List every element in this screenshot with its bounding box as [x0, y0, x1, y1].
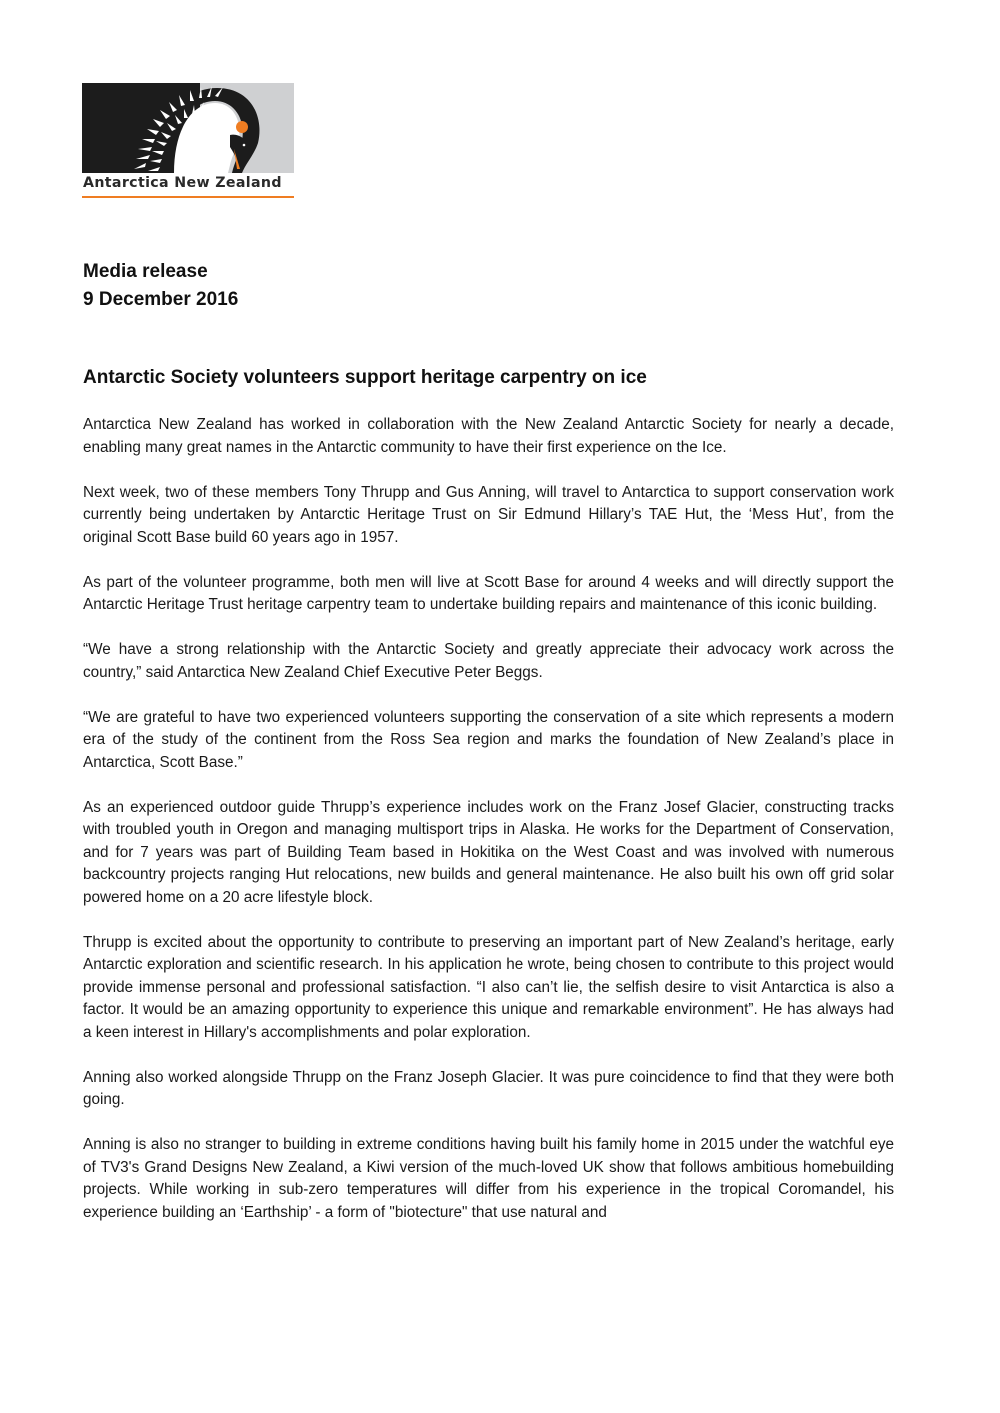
paragraph: Anning also worked alongside Thrupp on the Franz Joseph Glacier. It was pure coincidence to find that they were both going. [83, 1068, 894, 1108]
logo-wordmark: Antarctica New Zealand [83, 175, 282, 191]
paragraph: “We are grateful to have two experienced volunteers supporting the conservation of a site which represents a modern era of the study of the continent from the Ross Sea region and marks the foundation of New Zealand’s place in Antarctica, Scott Base.” [83, 708, 894, 771]
logo-underline [82, 196, 294, 198]
penguin-fern-logo-icon [82, 83, 294, 173]
paragraph: “We have a strong relationship with the Antarctic Society and greatly appreciate their advocacy work across the country,” said Antarctica New Zealand Chief Executive Peter Beggs. [83, 641, 894, 681]
paragraph: As part of the volunteer programme, both men will live at Scott Base for around 4 weeks and will directly support the Antarctic Heritage Trust heritage carpentry team to undertake building repairs and maintenance of this iconic building. [83, 573, 894, 613]
paragraph: Thrupp is excited about the opportunity to contribute to preserving an important part of New Zealand’s heritage, early Antarctic exploration and scientific research. In his application he wrote, being chosen to contribute to this project would provide immense personal and professional satisfaction. “I also can’t lie, the selfish desire to visit Antarctica is also a factor. It would be an amazing opportunity to experience this unique and remarkable environment”. He has always had a keen interest in Hillary's accomplishments and polar exploration. [83, 933, 894, 1041]
paragraph: Anning is also no stranger to building in extreme conditions having built his family home in 2015 under the watchful eye of TV3's Grand Designs New Zealand, a Kiwi version of the much-loved UK show that follows ambitious homebuilding projects. While working in sub-zero temperatures will differ from his experience in the tropical Coromandel, his experience building an ‘Earthship’ - a form of "biotecture" that use natural and [83, 1136, 894, 1221]
release-header [83, 258, 238, 314]
article-body [83, 414, 894, 1224]
paragraph: As an experienced outdoor guide Thrupp’s experience includes work on the Franz Josef Glacier, constructing tracks with troubled youth in Oregon and managing multisport trips in Alaska. He works for the Department of Conservation, and for 7 years was part of Building Team based in Hokitika on the West Coast and was involved with numerous backcountry projects ranging Hut relocations, new builds and general maintenance. He also built his own off grid solar powered home on a 20 acre lifestyle block. [83, 798, 894, 906]
page-title: Antarctic Society volunteers support heritage carpentry on ice [83, 367, 647, 388]
release-label: Media release [83, 261, 208, 282]
organization-logo [82, 83, 294, 201]
release-date: 9 December 2016 [83, 289, 239, 310]
paragraph: Antarctica New Zealand has worked in collaboration with the New Zealand Antarctic Society for nearly a decade, enabling many great names in the Antarctic community to have their first experience on the Ice. [83, 416, 894, 456]
paragraph: Next week, two of these members Tony Thrupp and Gus Anning, will travel to Antarctica to support conservation work currently being undertaken by Antarctic Heritage Trust on Sir Edmund Hillary’s TAE Hut, the ‘Mess Hut’, from the original Scott Base build 60 years ago in 1957. [83, 483, 894, 546]
